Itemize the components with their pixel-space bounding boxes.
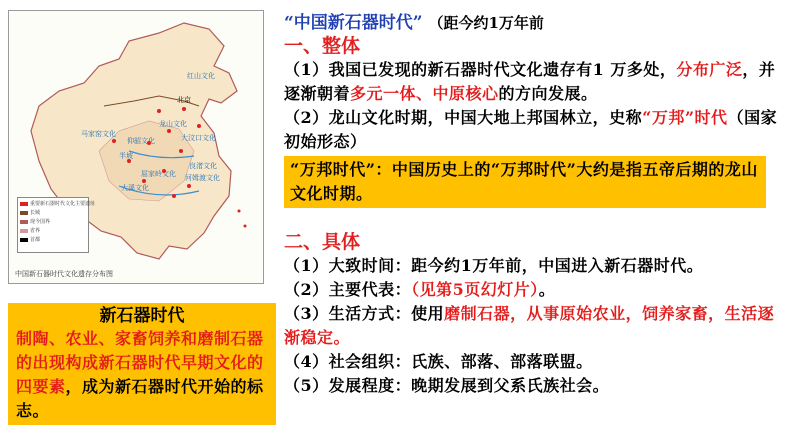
section-heading-specific: 二、具体 [284,231,361,253]
summary-title: 新石器时代 [99,306,185,326]
paragraph-2: （2）龙山文化时期，中国大地上邦国林立，史称“万邦”时代（国家初始形态） [284,108,778,151]
list-item: （4）社会组织：氏族、部落、部落联盟。 [284,352,593,371]
page-title: “中国新石器时代” （距今约1万年前 [284,13,544,33]
section-specific [284,230,788,398]
map-legend: 重要新石器时代文化主要遗址 长城 现今国界 省界 首都 [17,197,89,253]
neolithic-summary-box [8,303,276,425]
map-label: 大溪文化 [121,184,149,192]
map-label: 仰韶文化 [127,137,155,145]
map-label: 大汶口文化 [181,134,216,142]
map-label: 半坡 [119,152,133,160]
summary-body: 制陶、农业、家畜饲养和磨制石器的出现构成新石器时代早期文化的四要素，成为新石器时代开始的标志。 [16,329,264,420]
map-caption: 中国新石器时代文化遗存分布图 [15,270,113,278]
list-item: （3）生活方式：使用磨制石器，从事原始农业，饲养家畜，生活逐渐稳定。 [284,304,775,347]
map-label: 良渚文化 [189,162,217,170]
list-item: （5）发展程度：晚期发展到父系氏族社会。 [284,376,610,395]
map-city-beijing: 北京 [177,96,191,104]
map-label: 河姆渡文化 [185,174,220,182]
map-label: 红山文化 [187,72,215,80]
section-heading-overall: 一、整体 [284,35,361,57]
list-item: （2）主要代表：（见第5页幻灯片）。 [284,280,556,299]
right-text-column [284,12,788,154]
map-label: 马家窑文化 [81,130,116,138]
paragraph-1: （1）我国已发现的新石器时代文化遗存有1 万多处，分布广泛，并逐渐朝着多元一体、中原核心的方向发展。 [284,60,776,103]
wanbang-highlight-box: “万邦时代”：中国历史上的“万邦时代”大约是指五帝后期的龙山文化时期。 [284,156,766,208]
china-map-figure [8,10,264,284]
map-label: 龙山文化 [159,120,187,128]
list-item: （1）大致时间：距今约1万年前，中国进入新石器时代。 [284,256,704,275]
map-label: 屈家岭文化 [141,170,176,178]
